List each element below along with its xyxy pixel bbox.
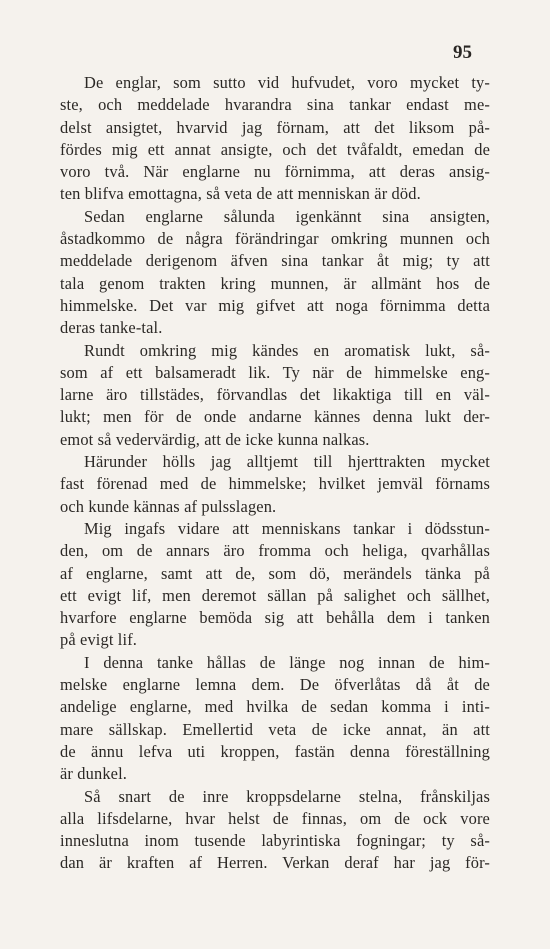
text-line: hvarfore englarne bemöda sig att behålla dem i tanken — [60, 608, 490, 628]
text-line: den, om de annars äro fromma och heliga, qvarhållas — [60, 541, 490, 561]
paragraph — [60, 451, 490, 518]
text-line: Rundt omkring mig kändes en aromatisk lukt, så- — [84, 340, 490, 360]
text-line: lukt; men för de onde andarne kännes denna lukt der- — [60, 407, 490, 427]
text-line: emot så vedervärdig, att de icke kunna nalkas. — [60, 429, 370, 449]
text-line: de ännu lefva uti kroppen, fastän denna föreställning — [60, 741, 490, 761]
text-line: alla lifsdelarne, hvar helst de finnas, om de ock vore — [60, 808, 490, 828]
text-line: på evigt lif. — [60, 630, 138, 650]
text-line: och kunde kännas af pulsslagen. — [60, 496, 277, 516]
text-line: Härunder hölls jag alltjemt till hjerttrakten mycket — [84, 452, 490, 472]
text-line: ten blifva emottagna, så veta de att menniskan är död. — [60, 184, 421, 204]
text-line: ett evigt lif, men deremot sällan på salighet och sällhet, — [60, 585, 490, 605]
text-line: Mig ingafs vidare att menniskans tankar i dödsstun- — [84, 518, 490, 538]
paragraph — [60, 786, 490, 875]
text-line: åstadkommo de några förändringar omkring munnen och — [60, 229, 490, 249]
text-line: andelige englarne, med hvilka de sedan komma i inti- — [60, 697, 490, 717]
paragraph — [60, 652, 490, 786]
paragraph — [60, 340, 490, 451]
body-text — [60, 72, 490, 875]
text-line: meddelade derigenom äfven sina tankar åt mig; ty att — [60, 251, 490, 271]
page-number: 95 — [453, 42, 472, 63]
text-line: Sedan englarne sålunda igenkännt sina ansigten, — [84, 206, 490, 226]
text-line: Så snart de inre kroppsdelarne stelna, frånskiljas — [84, 786, 490, 806]
text-line: af englarne, samt att de, som dö, merändels tänka på — [60, 563, 490, 583]
text-line: I denna tanke hållas de länge nog innan de him- — [84, 652, 490, 672]
text-line: himmelske. Det var mig gifvet att noga förnimma detta — [60, 295, 490, 315]
paragraph — [60, 206, 490, 340]
text-line: melske englarne lemna dem. De öfverlåtas då åt de — [60, 675, 490, 695]
text-line: voro två. När englarne nu förnimma, att deras ansig- — [60, 162, 490, 182]
text-line: tala genom trakten kring munnen, är allmänt hos de — [60, 273, 490, 293]
text-line: fördes mig ett annat ansigte, och det tvåfaldt, emedan de — [60, 139, 490, 159]
text-line: deras tanke-tal. — [60, 318, 163, 338]
paragraph — [60, 518, 490, 652]
text-line: fast förenad med de himmelske; hvilket jemväl förnams — [60, 474, 490, 494]
text-line: larne äro tillstädes, förvandlas det likaktiga till en väl- — [60, 385, 490, 405]
paragraph — [60, 72, 490, 206]
text-line: som af ett balsameradt lik. Ty när de himmelske eng- — [60, 362, 490, 382]
text-line: är dunkel. — [60, 764, 128, 784]
text-line: ste, och meddelade hvarandra sina tankar endast me- — [60, 95, 490, 115]
text-line: De englar, som sutto vid hufvudet, voro mycket ty- — [84, 73, 490, 92]
text-line: inneslutna inom tusende labyrintiska fogningar; ty så- — [60, 831, 490, 851]
text-line: dan är kraften af Herren. Verkan deraf har jag för- — [60, 853, 490, 873]
text-line: mare sällskap. Emellertid veta de icke annat, än att — [60, 719, 490, 739]
text-line: delst ansigtet, hvarvid jag förnam, att det liksom på- — [60, 117, 490, 137]
